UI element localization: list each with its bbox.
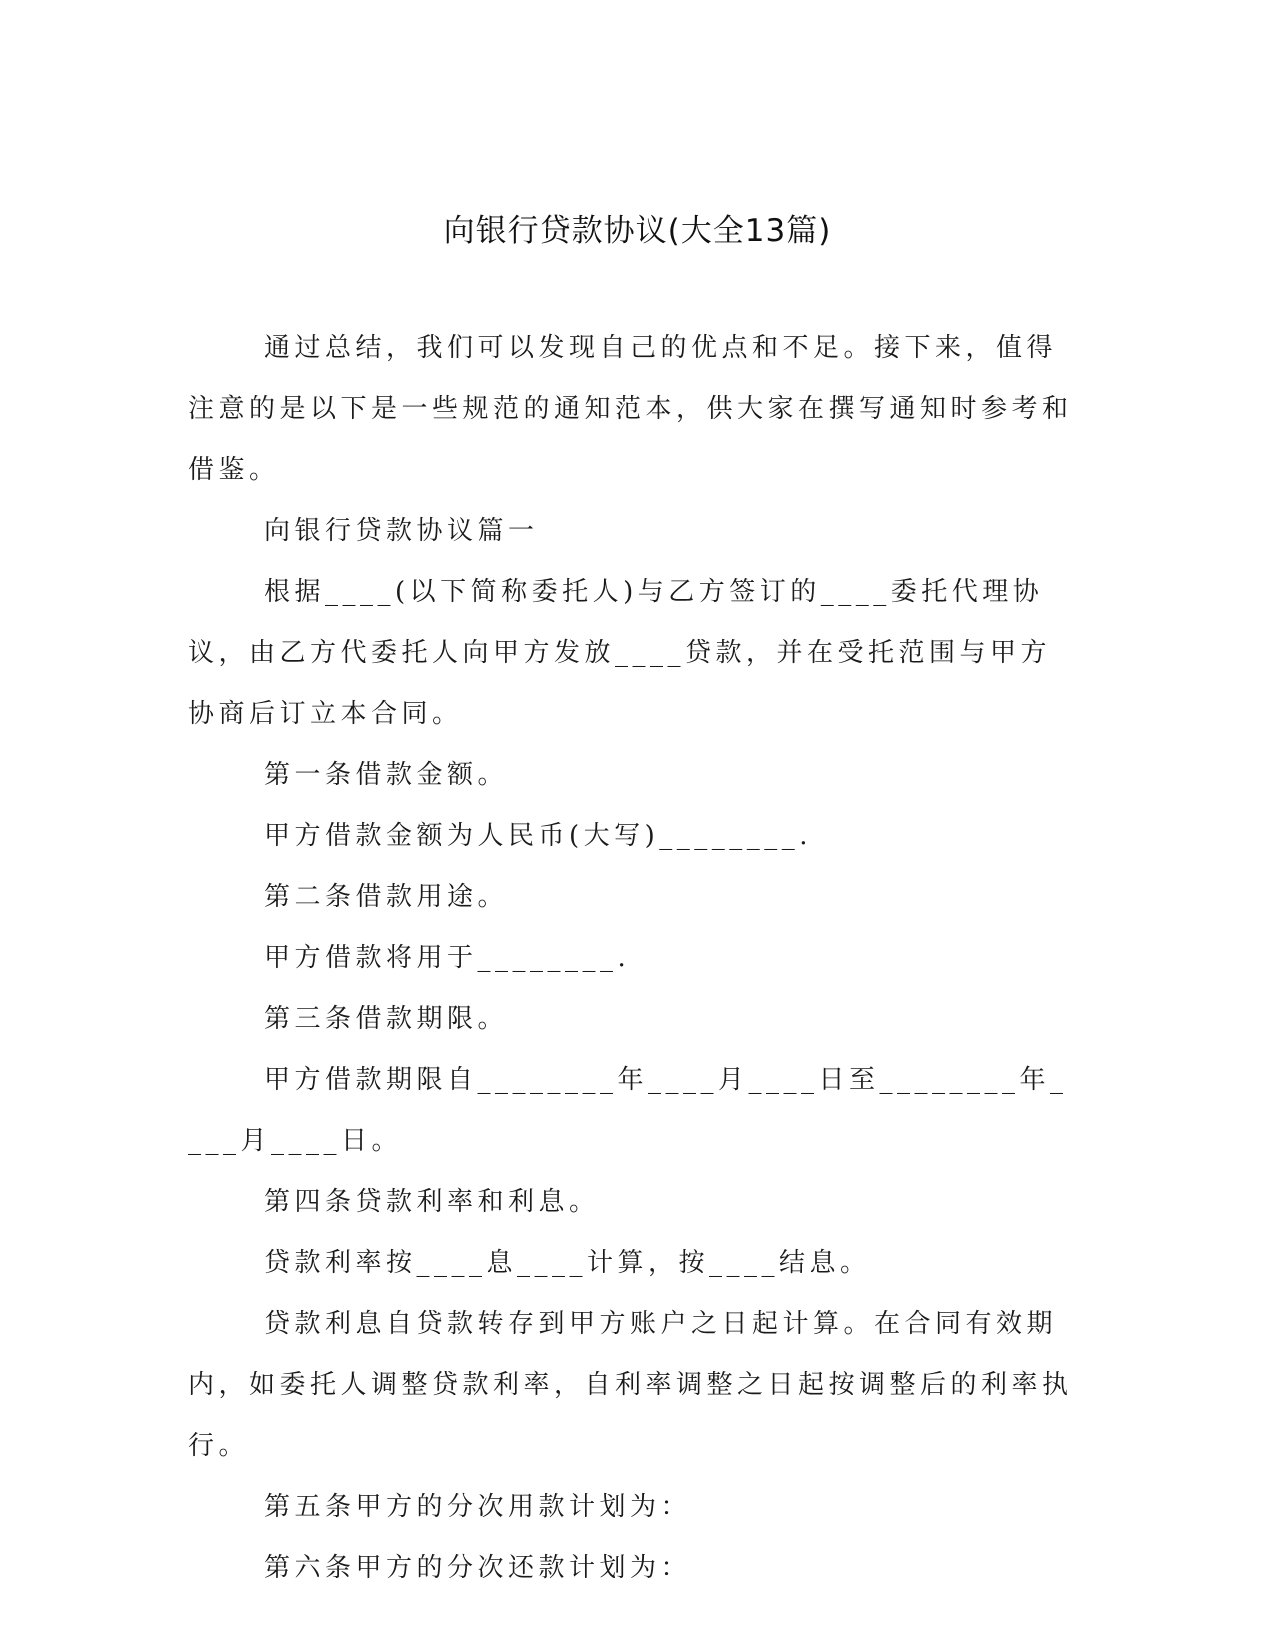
article-heading: 第一条借款金额。 — [264, 760, 509, 790]
article-heading: 第三条借款期限。 — [264, 1004, 509, 1034]
article-heading: 第四条贷款利率和利息。 — [264, 1187, 600, 1217]
article-heading: 第六条甲方的分次还款计划为： — [264, 1553, 692, 1583]
article-body: 甲方借款将用于________. — [264, 943, 631, 973]
preamble-paragraph: 根据____(以下简称委托人)与乙方签订的____委托代理协议，由乙方代委托人向甲方发放____贷款，并在受托范围与甲方协商后订立本合同。 — [188, 577, 1052, 729]
article-heading: 第五条甲方的分次用款计划为： — [264, 1492, 692, 1522]
article-body: 贷款利息自贷款转存到甲方账户之日起计算。在合同有效期内，如委托人调整贷款利率，自利率调整之日起按调整后的利率执行。 — [188, 1309, 1073, 1461]
section-heading: 向银行贷款协议篇一 — [264, 516, 539, 546]
article-body: 甲方借款金额为人民币(大写)________. — [264, 821, 813, 851]
document-title: 向银行贷款协议(大全13篇) — [443, 213, 832, 249]
article-body: 甲方借款期限自________年____月____日至________年____月____日。 — [188, 1065, 1068, 1156]
article-body: 贷款利率按____息____计算，按____结息。 — [264, 1248, 871, 1278]
document-body — [188, 318, 1078, 1599]
intro-paragraph: 通过总结，我们可以发现自己的优点和不足。接下来，值得注意的是以下是一些规范的通知范本，供大家在撰写通知时参考和借鉴。 — [188, 333, 1073, 485]
article-heading: 第二条借款用途。 — [264, 882, 509, 912]
